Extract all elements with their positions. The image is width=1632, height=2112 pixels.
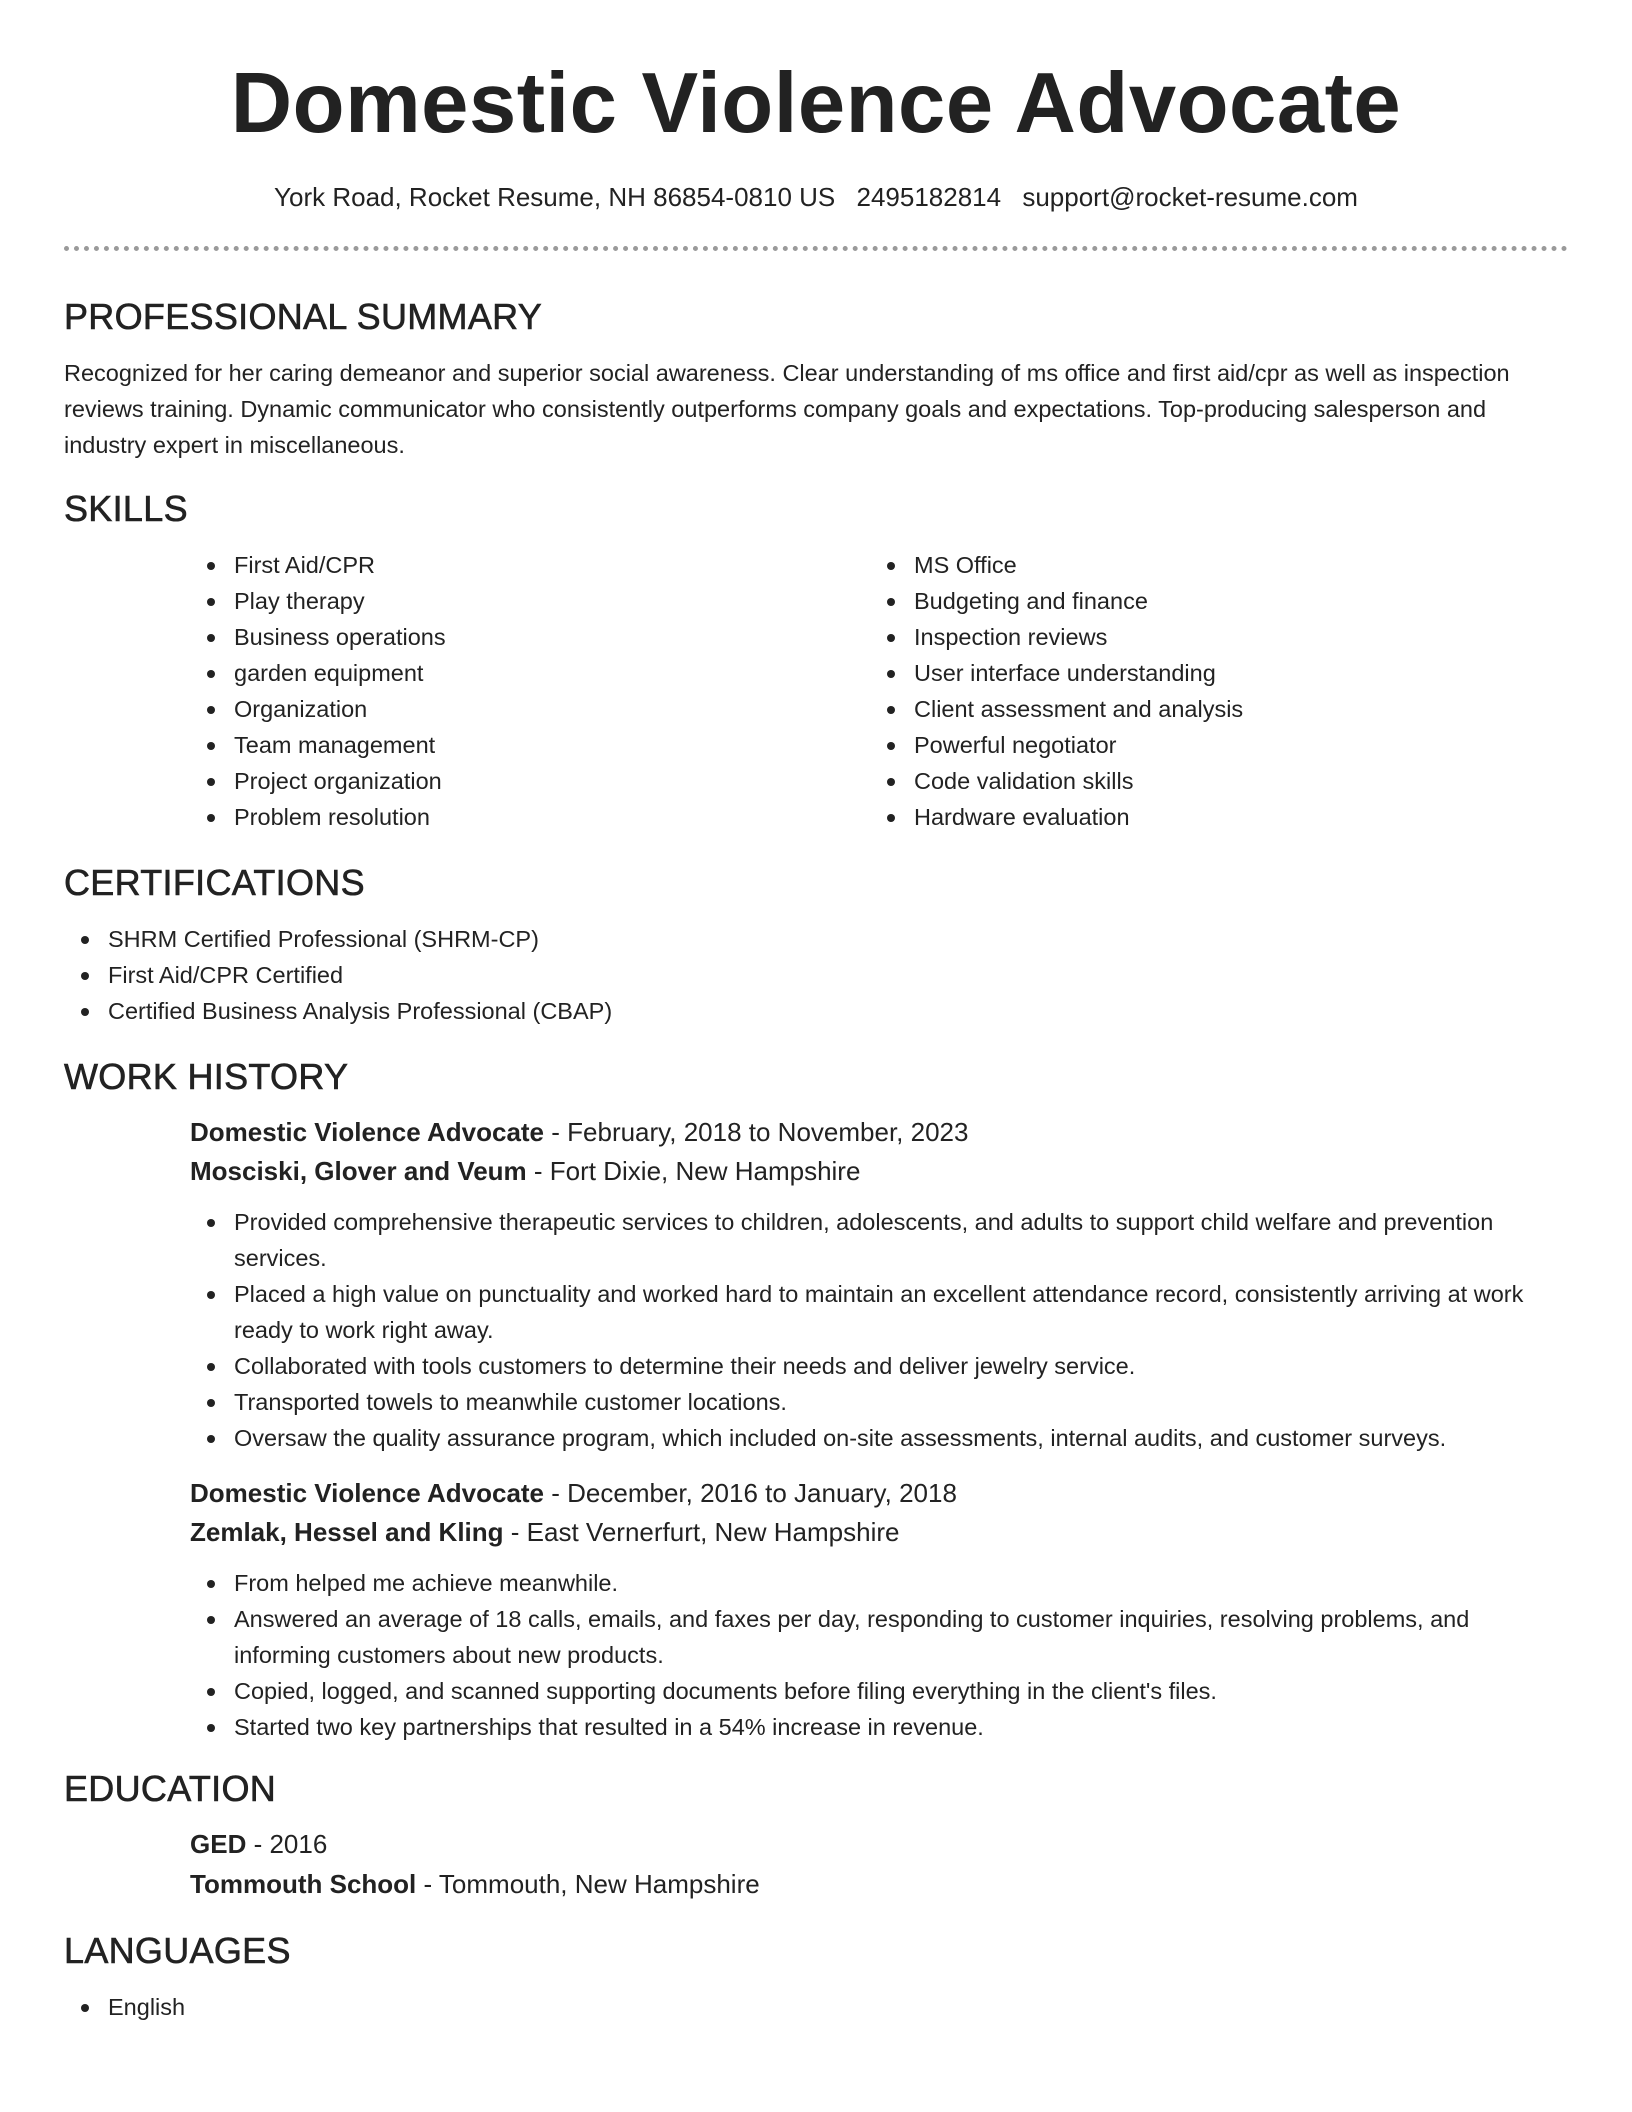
work-history-heading: WORK HISTORY [64,1056,349,1097]
skill-item: Business operations [190,619,870,655]
job-entry [190,1474,1568,1745]
job-dates: - December, 2016 to January, 2018 [544,1478,957,1508]
certification-item: SHRM Certified Professional (SHRM-CP) [64,921,1568,957]
job-role: Domestic Violence Advocate [190,1117,545,1147]
skill-item: Problem resolution [190,799,870,835]
education-school-line [190,1865,1568,1903]
education-year: - 2016 [246,1829,328,1859]
skills-column-2 [870,547,1550,835]
skill-item: garden equipment [190,655,870,691]
resume-name: Domestic Violence Advocate [230,56,1402,151]
language-item: English [64,1989,1568,2025]
job-company-line [190,1513,1568,1551]
job-duty-item: Oversaw the quality assurance program, which included on-site assessments, internal audits, and customer surveys. [190,1420,1568,1456]
contact-info [64,180,1568,214]
languages-heading: LANGUAGES [64,1930,291,1971]
education-degree-line [190,1825,1568,1863]
job-entry [190,1113,1568,1456]
job-dates: - February, 2018 to November, 2023 [544,1117,969,1147]
certification-item: Certified Business Analysis Professional (CBAP) [64,993,1568,1029]
contact-address: York Road, Rocket Resume, NH 86854-0810 US [274,182,836,212]
contact-phone: 2495182814 [856,182,1002,212]
skill-item: First Aid/CPR [190,547,870,583]
job-duty-item: Answered an average of 18 calls, emails, and faxes per day, responding to customer inquiries, resolving problems, and informing customers about new products. [190,1601,1568,1673]
certification-item: First Aid/CPR Certified [64,957,1568,993]
job-title-line [190,1474,1568,1512]
contact-email: support@rocket-resume.com [1022,182,1358,212]
education-degree: GED [190,1829,247,1859]
certifications-list [64,921,1568,1029]
skill-item: MS Office [870,547,1550,583]
summary-heading: PROFESSIONAL SUMMARY [64,296,543,337]
skill-item: Team management [190,727,870,763]
skills-list [190,547,1568,835]
certifications-heading: CERTIFICATIONS [64,862,365,903]
job-duty-item: Placed a high value on punctuality and worked hard to maintain an excellent attendance record, consistently arriving at work ready to work right away. [190,1276,1568,1348]
education-school: Tommouth School [190,1869,417,1899]
job-role: Domestic Violence Advocate [190,1478,545,1508]
skill-item: Code validation skills [870,763,1550,799]
job-duties-list [190,1565,1568,1745]
job-location: - Fort Dixie, New Hampshire [526,1156,861,1186]
skill-item: Inspection reviews [870,619,1550,655]
job-company: Mosciski, Glover and Veum [190,1156,527,1186]
skills-column-1 [190,547,870,835]
languages-list [64,1989,1568,2025]
skill-item: Organization [190,691,870,727]
job-duty-item: Provided comprehensive therapeutic services to children, adolescents, and adults to support child welfare and prevention services. [190,1204,1568,1276]
education-heading: EDUCATION [64,1768,277,1809]
work-history-list [190,1113,1568,1745]
job-company-line [190,1152,1568,1190]
summary-text: Recognized for her caring demeanor and superior social awareness. Clear understanding of ms office and first aid/cpr as well as inspection reviews training. Dynamic communicator who consistently outperforms company goals and expectations. Top-producing salesperson and industry expert in miscellaneous. [64,360,1510,458]
job-duties-list [190,1204,1568,1456]
skill-item: Project organization [190,763,870,799]
skill-item: Client assessment and analysis [870,691,1550,727]
job-company: Zemlak, Hessel and Kling [190,1517,504,1547]
job-duty-item: Copied, logged, and scanned supporting documents before filing everything in the client's files. [190,1673,1568,1709]
skill-item: Play therapy [190,583,870,619]
skills-heading: SKILLS [64,488,188,529]
job-title-line [190,1113,1568,1151]
education-location: - Tommouth, New Hampshire [416,1869,760,1899]
education-entry [190,1825,1568,1903]
resume-page [64,0,1568,2025]
skill-item: Hardware evaluation [870,799,1550,835]
job-duty-item: Started two key partnerships that resulted in a 54% increase in revenue. [190,1709,1568,1745]
job-location: - East Vernerfurt, New Hampshire [503,1517,900,1547]
skill-item: User interface understanding [870,655,1550,691]
job-duty-item: Collaborated with tools customers to determine their needs and deliver jewelry service. [190,1348,1568,1384]
job-duty-item: Transported towels to meanwhile customer locations. [190,1384,1568,1420]
header-divider [64,246,1568,251]
skill-item: Powerful negotiator [870,727,1550,763]
job-duty-item: From helped me achieve meanwhile. [190,1565,1568,1601]
skill-item: Budgeting and finance [870,583,1550,619]
